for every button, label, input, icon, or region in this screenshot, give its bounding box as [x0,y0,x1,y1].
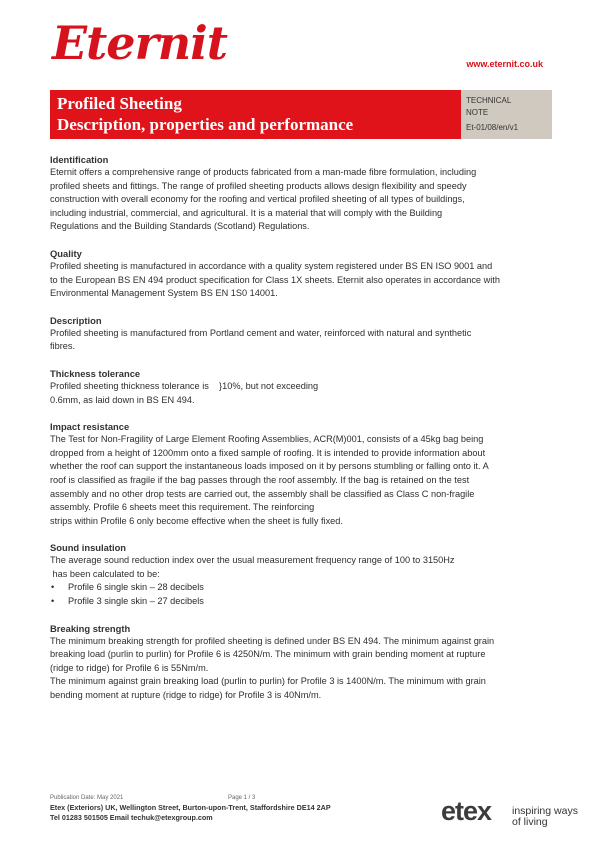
section-heading: Sound insulation [50,542,127,554]
text-line: dropped from a height of 1200mm onto a fixed sample of roofing. It is intended to provide information about [50,447,486,458]
section-text [50,380,550,407]
section-heading: Breaking strength [50,622,131,634]
section-sound-insulation [50,541,550,608]
title-banner [48,90,461,139]
text-line: Regulations and the Building Standards (Scotland) Regulations. [50,221,310,232]
text-line: has been calculated to be: [50,568,160,579]
list-item-text: Profile 3 single skin – 27 decibels [68,596,204,607]
title-line-1: Profiled Sheeting [57,94,182,113]
section-heading: Impact resistance [50,421,130,433]
text-line: profiled sheets and fittings. The range of profiled sheeting products allows design flexibility and speedy [50,180,467,191]
section-heading: Quality [50,247,82,259]
text-line: Profiled sheeting is manufactured from Portland cement and water, reinforced with natural and synthetic [50,327,472,338]
note-label-2: NOTE [466,108,489,117]
section-text [50,433,550,528]
section-text [50,554,550,581]
list-item [50,595,550,609]
text-line: bending moment at rupture (ridge to ridge) for Profile 3 is 40Nm/m. [50,690,322,701]
text-line: construction with overall economy for the roofing and vertical profiled sheeting of all types of buildings, [50,194,465,205]
list-item-text: Profile 6 single skin – 28 decibels [68,582,204,593]
footer-meta [50,795,256,801]
website-link[interactable]: www.eternit.co.uk [466,59,543,69]
section-breaking-strength [50,622,550,703]
section-heading: Thickness tolerance [50,367,141,379]
section-text [50,260,550,301]
section-text [50,166,550,234]
section-identification [50,153,550,234]
section-heading: Description [50,314,102,326]
section-description [50,314,550,354]
text-line: assembly and no other drop tests are carried out, the assembly shall be classified as Class C non-fragile [50,488,475,499]
text-line: assembly. Profile 6 sheets meet this requirement. The reinforcing [50,502,315,513]
section-impact-resistance [50,420,550,528]
bullet-list [50,581,550,608]
note-reference: Et-01/08/en/v1 [466,123,519,132]
text-line: to the European BS EN 494 product specification for Class 1X sheets. Eternit also operates in accordance with [50,274,500,285]
text-line: The average sound reduction index over the usual measurement frequency range of 100 to 3150Hz [50,555,455,566]
text-line: strips within Profile 6 only become effective when the sheet is fully fixed. [50,515,343,526]
contact-line: Tel 01283 501505 Email techuk@etexgroup.com [50,813,213,822]
text-line: including industrial, commercial, and agricultural. It is a material that will comply with the Building [50,207,443,218]
text-line: Environmental Management System BS EN 1S0 14001. [50,288,278,299]
section-text [50,327,550,354]
footer-address [50,803,331,823]
address-line: Etex (Exteriors) UK, Wellington Street, Burton-upon-Trent, Staffordshire DE14 2AP [50,803,331,812]
etex-tagline [512,806,578,828]
document-body [50,153,550,716]
etex-logo: etex [441,796,492,826]
text-line: roof is classified as fragile if the bag passes through the roof assembly. If the bag is retained on the test [50,474,470,485]
bullet-icon: • [51,596,55,607]
text-line: breaking load (purlin to purlin) for Profile 6 is 4250N/m. The minimum with grain bending moment at rupture [50,649,486,660]
section-quality [50,247,550,301]
text-line: 0.6mm, as laid down in BS EN 494. [50,394,195,405]
text-line: The Test for Non-Fragility of Large Element Roofing Assemblies, ACR(M)001, consists of a 45kg bag being [50,434,484,445]
technical-note-box [461,90,552,139]
eternit-logo: Eternit [52,16,227,70]
title-line-2: Description, properties and performance [57,115,354,134]
text-line: The minimum against grain breaking load (purlin to purlin) for Profile 3 is 1400N/m. The minimum with grain [50,676,486,687]
text-line: Profiled sheeting thickness tolerance is }10%, but not exceeding [50,380,319,391]
text-line: Profiled sheeting is manufactured in accordance with a quality system registered under BS EN ISO 9001 and [50,260,493,271]
section-heading: Identification [50,154,109,165]
list-item [50,581,550,595]
text-line: The minimum breaking strength for profiled sheeting is defined under BS EN 494. The minimum against grain [50,635,495,646]
publication-date: Publication Date: May 2021 [50,795,124,801]
section-thickness-tolerance [50,367,550,407]
tagline-line-2: of living [512,816,548,828]
text-line: whether the roof can support the instantaneous loads imposed on it by persons stumbling or falling onto it. A [50,461,489,472]
text-line: (ridge to ridge) for Profile 6 is 55Nm/m. [50,662,209,673]
bullet-icon: • [51,582,55,593]
page-number: Page 1 / 3 [228,795,256,801]
note-label-1: TECHNICAL [466,96,512,105]
tagline-line-1: inspiring ways [512,805,578,817]
text-line: fibres. [50,341,76,352]
section-text [50,635,550,703]
text-line: Eternit offers a comprehensive range of products fabricated from a man-made fibre formulation, including [50,167,477,177]
